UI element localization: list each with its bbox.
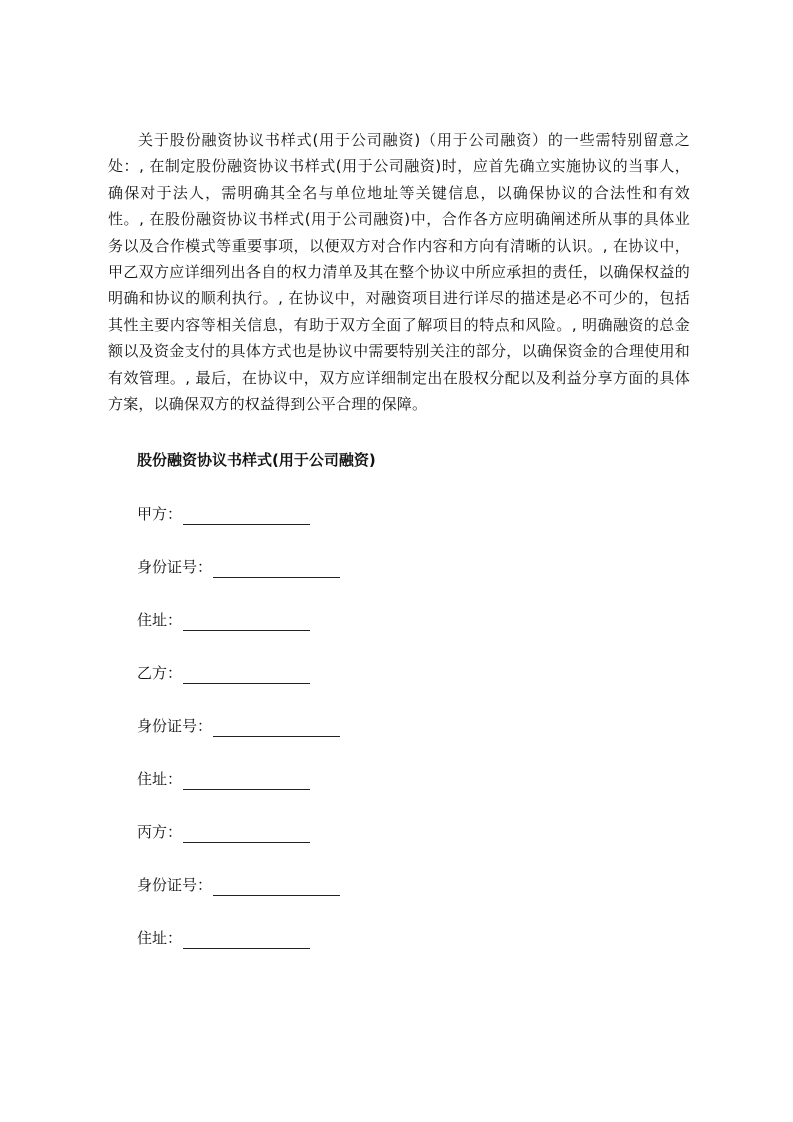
party-a-blank-line <box>183 507 310 525</box>
party-b-id-label: 身份证号： <box>137 717 213 735</box>
party-b-address-field <box>137 768 310 790</box>
party-a-id-field <box>137 556 340 578</box>
party-a-label: 甲方： <box>137 505 183 523</box>
party-a-id-blank-line <box>213 560 340 578</box>
party-c-id-label: 身份证号： <box>137 876 213 894</box>
party-a-field <box>137 503 310 525</box>
party-b-blank-line <box>183 666 310 684</box>
party-a-id-label: 身份证号： <box>137 558 213 576</box>
party-b-id-field <box>137 715 340 737</box>
party-a-address-label: 住址： <box>137 611 183 629</box>
party-c-address-blank-line <box>183 931 310 949</box>
intro-paragraph: 关于股份融资协议书样式(用于公司融资)（用于公司融资）的一些需特别留意之处：, 在制定股份融资协议书样式(用于公司融资)时，应首先确立实施协议的当事人，确保对于法人，需明确其全名与单位地址等关键信息，以确保协议的合法性和有效性。, 在股份融资协议书样式(用于公司融资)中，合作各方应明确阐述所从事的具体业务以及合作模式等重要事项，以便双方对合作内容和方向有清晰的认识。, 在协议中，甲乙双方应详细列出各自的权力清单及其在整个协议中所应承担的责任，以确保权益的明确和协议的顺利执行。, 在协议中，对融资项目进行详尽的描述是必不可少的，包括其性主要内容等相关信息，有助于双方全面了解项目的特点和风险。, 明确融资的总金额以及资金支付的具体方式也是协议中需要特别关注的部分，以确保资金的合理使用和有效管理。, 最后，在协议中，双方应详细制定出在股权分配以及利益分享方面的具体方案，以确保双方的权益得到公平合理的保障。 <box>108 131 690 414</box>
party-b-address-label: 住址： <box>137 770 183 788</box>
party-c-label: 丙方： <box>137 823 183 841</box>
party-a-address-field <box>137 609 310 631</box>
party-c-address-label: 住址： <box>137 929 183 947</box>
party-c-field <box>137 821 310 843</box>
party-a-address-blank-line <box>183 613 310 631</box>
party-b-address-blank-line <box>183 772 310 790</box>
document-title: 股份融资协议书样式(用于公司融资) <box>137 451 376 469</box>
party-b-field <box>137 662 310 684</box>
party-b-id-blank-line <box>213 719 340 737</box>
party-c-blank-line <box>183 825 310 843</box>
party-c-id-blank-line <box>213 878 340 896</box>
party-c-address-field <box>137 927 310 949</box>
party-b-label: 乙方： <box>137 664 183 682</box>
party-c-id-field <box>137 874 340 896</box>
